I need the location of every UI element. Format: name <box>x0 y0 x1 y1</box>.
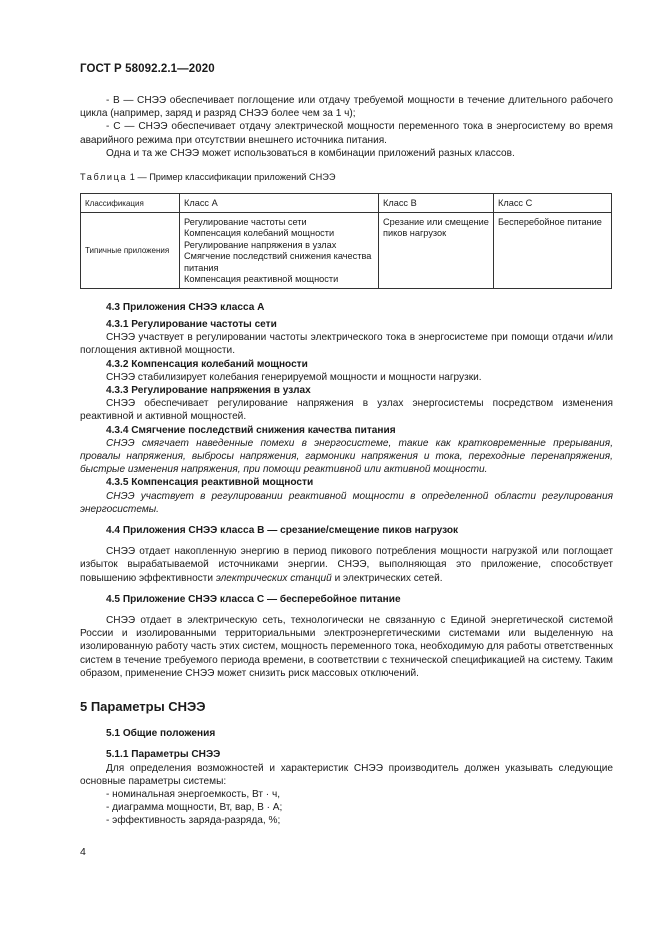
section-5-1-1-title: 5.1.1 Параметры СНЭЭ <box>106 749 221 761</box>
section-4-5-title: 4.5 Приложение СНЭЭ класса C — бесперебойное питание <box>106 593 401 605</box>
class-a-item: Регулирование частоты сети <box>184 216 307 227</box>
table-header-cell: Класс A <box>180 194 379 213</box>
section-4-4-text-part: СНЭЭ отдает накопленную энергию в период пикового потребления мощности нагрузкой или поглощает избыток вырабатываемой источниками энергии. СНЭЭ, выполняющая это приложение, способствует повышению эффективности <box>80 546 613 584</box>
section-5-1-title: 5.1 Общие положения <box>106 728 216 740</box>
class-b-definition: - B — СНЭЭ обеспечивает поглощение или отдачу требуемой мощности в течение длительного рабочего цикла (например, заряд и разряд СНЭЭ более чем за 1 ч); <box>80 95 613 120</box>
table-row-label: Типичные приложения <box>81 212 180 288</box>
table-header-cell: Класс B <box>379 194 494 213</box>
table-caption-text: 1 — Пример классификации приложений СНЭЭ <box>129 172 336 183</box>
class-a-item: Компенсация реактивной мощности <box>184 274 339 285</box>
combination-note: Одна и та же СНЭЭ может использоваться в комбинации приложений разных классов. <box>106 147 515 159</box>
class-a-item: Компенсация колебаний мощности <box>184 228 335 239</box>
section-4-3-1-title: 4.3.1 Регулирование частоты сети <box>106 318 277 330</box>
class-a-item: Смягчение последствий снижения качества питания <box>184 251 372 273</box>
section-4-3-1-text: СНЭЭ участвует в регулировании частоты электрического тока в энергосистеме при помощи отдачи и/или поглощения активной мощности. <box>80 332 613 357</box>
section-4-3-3-title: 4.3.3 Регулирование напряжения в узлах <box>106 384 311 396</box>
section-4-3-5-title: 4.3.5 Компенсация реактивной мощности <box>106 477 314 489</box>
class-b-cell: Срезание или смещение пиков нагрузок <box>379 212 494 288</box>
class-c-cell: Бесперебойное питание <box>494 212 612 288</box>
class-a-cell <box>180 212 379 288</box>
class-a-item: Регулирование напряжения в узлах <box>184 239 337 250</box>
section-4-4-text-emphasis: электрических станций <box>215 572 332 584</box>
class-c-definition: - C — СНЭЭ обеспечивает отдачу электрической мощности переменного тока в энергосистему во время аварийного режима при отсутствии внешнего источника питания. <box>80 121 613 146</box>
section-4-4-title: 4.4 Приложения СНЭЭ класса B — срезание/смещение пиков нагрузок <box>106 524 459 536</box>
list-item: - эффективность заряда-разряда, %; <box>106 815 281 827</box>
section-4-3-2-text: СНЭЭ стабилизирует колебания генерируемой мощности и мощности нагрузки. <box>106 371 482 383</box>
section-4-5-text: СНЭЭ отдает в электрическую сеть, технологически не связанную с Единой энергетической системой России и изолированными территориальными электроэнергетическими системами или выделенную на изолированную работу часть этих систем, мощность переменного тока, необходимую для работы ответственных систем в течение требуемого периода времени, в соответствии с технической спецификацией на систему. Таким образом, применение СНЭЭ может снизить риск массовых отключений. <box>80 614 613 679</box>
section-4-3-3-text: СНЭЭ обеспечивает регулирование напряжения в узлах энергосистемы посредством изменения реактивной и активной мощностей. <box>80 398 613 423</box>
table-caption-label: Таблица <box>80 172 128 183</box>
list-item: - номинальная энергоемкость, Вт · ч, <box>106 789 281 801</box>
section-4-4-text-part: и электрических сетей. <box>331 572 443 584</box>
section-4-3-4-title: 4.3.4 Смягчение последствий снижения качества питания <box>106 424 396 436</box>
section-5-title: 5 Параметры СНЭЭ <box>80 699 206 714</box>
section-5-1-1-text: Для определения возможностей и характеристик СНЭЭ производитель должен указывать следующие основные параметры системы: <box>80 762 613 787</box>
section-4-3-5-text: СНЭЭ участвует в регулировании реактивной мощности в определенной области регулирования энергосистемы. <box>80 490 613 515</box>
table-row <box>81 212 612 288</box>
document-header: ГОСТ Р 58092.2.1—2020 <box>80 63 215 75</box>
page-body <box>80 94 613 828</box>
list-item: - диаграмма мощности, Вт, вар, В · А; <box>106 802 283 814</box>
section-4-3-2-title: 4.3.2 Компенсация колебаний мощности <box>106 358 308 370</box>
section-4-4-text <box>80 545 613 585</box>
table-header-row <box>81 194 612 213</box>
page-number: 4 <box>80 846 86 858</box>
classification-table <box>80 193 612 289</box>
table-header-cell: Класс C <box>494 194 612 213</box>
table-header-cell: Классификация <box>81 194 180 213</box>
table-caption <box>80 171 613 184</box>
section-4-3-4-text: СНЭЭ смягчает наведенные помехи в энергосистеме, такие как кратковременные прерывания, провалы напряжения, выбросы напряжения, гармоники напряжения и тока, переходные перенапряжения, быстрые изменения напряжения, при помощи реактивной или активной мощности. <box>80 437 613 476</box>
section-4-3-title: 4.3 Приложения СНЭЭ класса A <box>106 301 265 313</box>
